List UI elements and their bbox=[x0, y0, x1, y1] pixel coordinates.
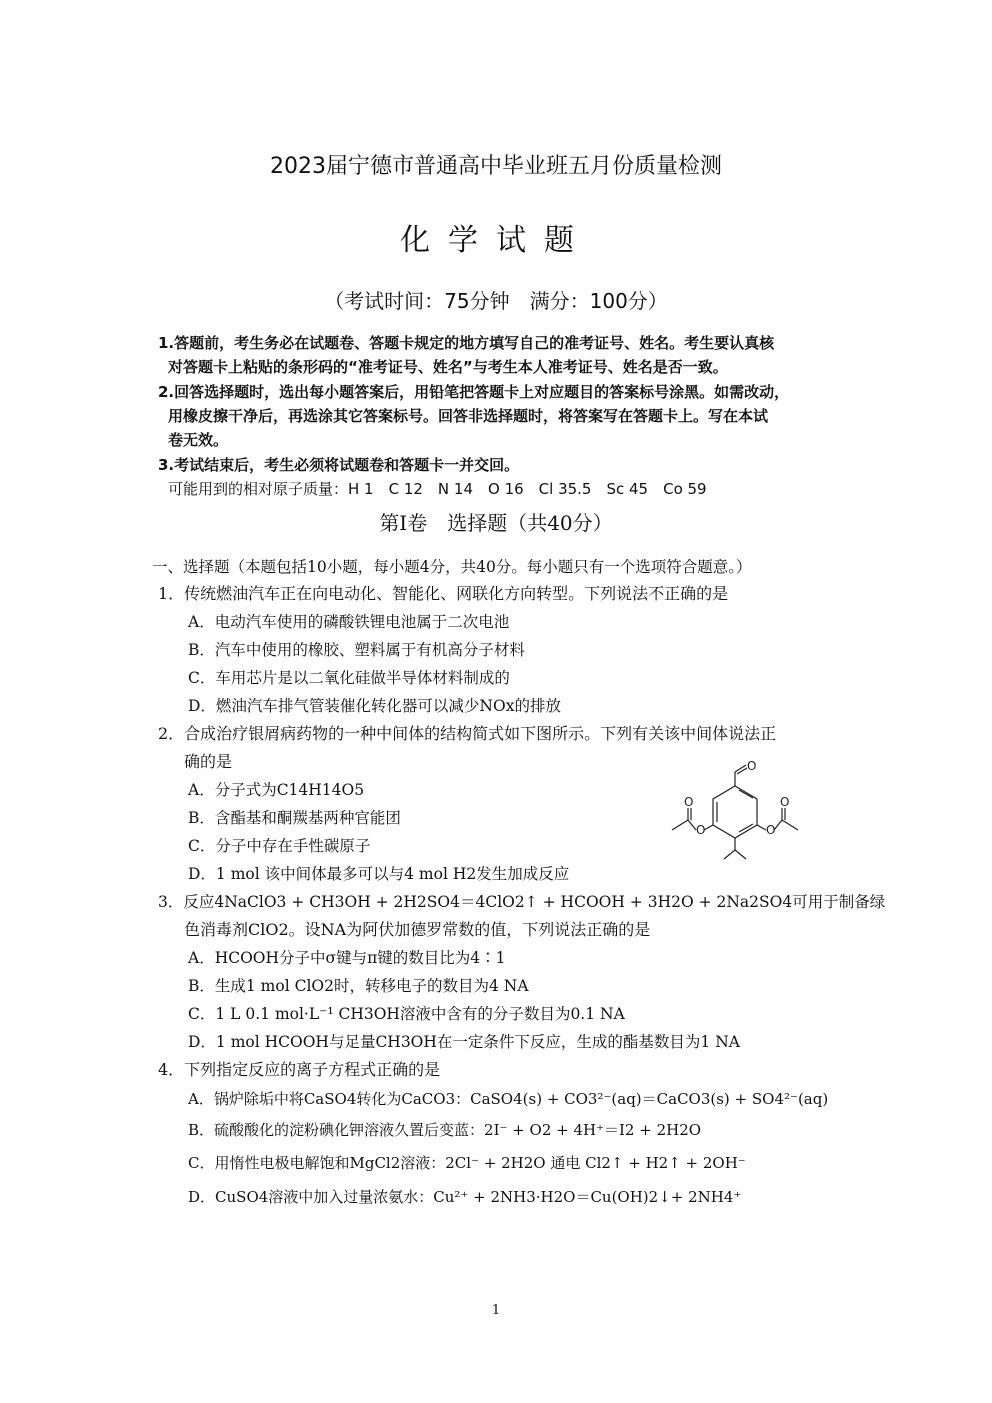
section-intro: 一、选择题（本题包括10小题，每小题4分，共40分。每小题只有一个选项符合题意。） bbox=[152, 558, 752, 576]
question-4-option-d: D．CuSO4溶液中加入过量浓氨水：Cu²⁺ + 2NH3·H2O＝Cu(OH)2↓+ 2NH4⁺ bbox=[188, 1188, 742, 1206]
right-carbonyl-oxygen-label: O bbox=[780, 795, 790, 809]
subject-title: 化学试题 bbox=[400, 223, 592, 258]
molecule-structure-diagram bbox=[660, 758, 810, 868]
left-ester-oxygen-label: O bbox=[696, 823, 706, 837]
section-title: 第Ⅰ卷 选择题（共40分） bbox=[379, 511, 613, 535]
notice-line: 对答题卡上粘贴的条形码的“准考证号、姓名”与考生本人准考证号、姓名是否一致。 bbox=[168, 358, 728, 376]
question-2-stem-cont: 确的是 bbox=[184, 752, 233, 771]
page-number: 1 bbox=[491, 1303, 501, 1318]
question-3-option-d: D．1 mol HCOOH与足量CH3OH在一定条件下反应，生成的酯基数目为1 NA bbox=[188, 1033, 740, 1051]
question-2-option-c: C．分子中存在手性碳原子 bbox=[188, 837, 371, 855]
question-2-option-b: B．含酯基和酮羰基两种官能团 bbox=[188, 809, 401, 827]
notice-line: 1.答题前，考生务必在试题卷、答题卡规定的地方填写自己的准考证号、姓名。考生要认真核 bbox=[158, 334, 775, 352]
question-2-option-d: D．1 mol 该中间体最多可以与4 mol H2发生加成反应 bbox=[188, 865, 570, 883]
right-ester-oxygen-label: O bbox=[766, 823, 776, 837]
question-3-stem-cont: 色消毒剂ClO2。设NA为阿伏加德罗常数的值，下列说法正确的是 bbox=[184, 920, 651, 939]
notice-line: 卷无效。 bbox=[168, 431, 229, 449]
aldehyde-oxygen-label: O bbox=[747, 759, 757, 773]
question-1-option-a: A．电动汽车使用的磷酸铁锂电池属于二次电池 bbox=[188, 613, 510, 631]
question-1-option-d: D．燃油汽车排气管装催化转化器可以减少NOx的排放 bbox=[188, 697, 561, 715]
question-1-option-b: B．汽车中使用的橡胶、塑料属于有机高分子材料 bbox=[188, 641, 525, 659]
time-score: （考试时间：75分钟 满分：100分） bbox=[324, 289, 668, 313]
question-4-option-a: A．锅炉除垢中将CaSO4转化为CaCO3：CaSO4(s) + CO3²⁻(aq)＝CaCO3(s) + SO4²⁻(aq) bbox=[188, 1090, 829, 1108]
question-1-stem: 1．传统燃油汽车正在向电动化、智能化、网联化方向转型。下列说法不正确的是 bbox=[158, 584, 729, 603]
question-3-option-c: C．1 L 0.1 mol·L⁻¹ CH3OH溶液中含有的分子数目为0.1 NA bbox=[188, 1005, 625, 1023]
notice-line: 2.回答选择题时，选出每小题答案后，用铅笔把答题卡上对应题目的答案标号涂黑。如需改动， bbox=[158, 383, 790, 401]
question-3-option-b: B．生成1 mol ClO2时，转移电子的数目为4 NA bbox=[188, 977, 529, 995]
atomic-mass-line: 可能用到的相对原子质量：H 1 C 12 N 14 O 16 Cl 35.5 Sc 45 Co 59 bbox=[168, 480, 707, 498]
question-3-option-a: A．HCOOH分子中σ键与π键的数目比为4∶1 bbox=[188, 949, 506, 967]
question-3-stem: 3．反应4NaClO3 + CH3OH + 2H2SO4＝4ClO2↑ + HCOOH + 3H2O + 2Na2SO4可用于制备绿 bbox=[158, 893, 886, 911]
question-2-stem: 2．合成治疗银屑病药物的一种中间体的结构简式如下图所示。下列有关该中间体说法正 bbox=[158, 724, 777, 743]
question-4-option-c: C．用惰性电极电解饱和MgCl2溶液：2Cl⁻ + 2H2O 通电 Cl2↑ + H2↑ + 2OH⁻ bbox=[188, 1154, 746, 1172]
question-4-option-b: B．硫酸酸化的淀粉碘化钾溶液久置后变蓝：2I⁻ + O2 + 4H⁺＝I2 + 2H2O bbox=[188, 1121, 702, 1139]
exam-title: 2023届宁德市普通高中毕业班五月份质量检测 bbox=[270, 154, 722, 179]
question-1-option-c: C．车用芯片是以二氧化硅做半导体材料制成的 bbox=[188, 669, 510, 687]
question-2-option-a: A．分子式为C14H14O5 bbox=[188, 781, 365, 799]
notice-line: 3.考试结束后，考生必须将试题卷和答题卡一并交回。 bbox=[158, 456, 520, 474]
question-4-stem: 4．下列指定反应的离子方程式正确的是 bbox=[158, 1060, 441, 1079]
left-carbonyl-oxygen-label: O bbox=[684, 795, 694, 809]
notice-line: 用橡皮擦干净后，再选涂其它答案标号。回答非选择题时，将答案写在答题卡上。写在本试 bbox=[168, 407, 769, 425]
